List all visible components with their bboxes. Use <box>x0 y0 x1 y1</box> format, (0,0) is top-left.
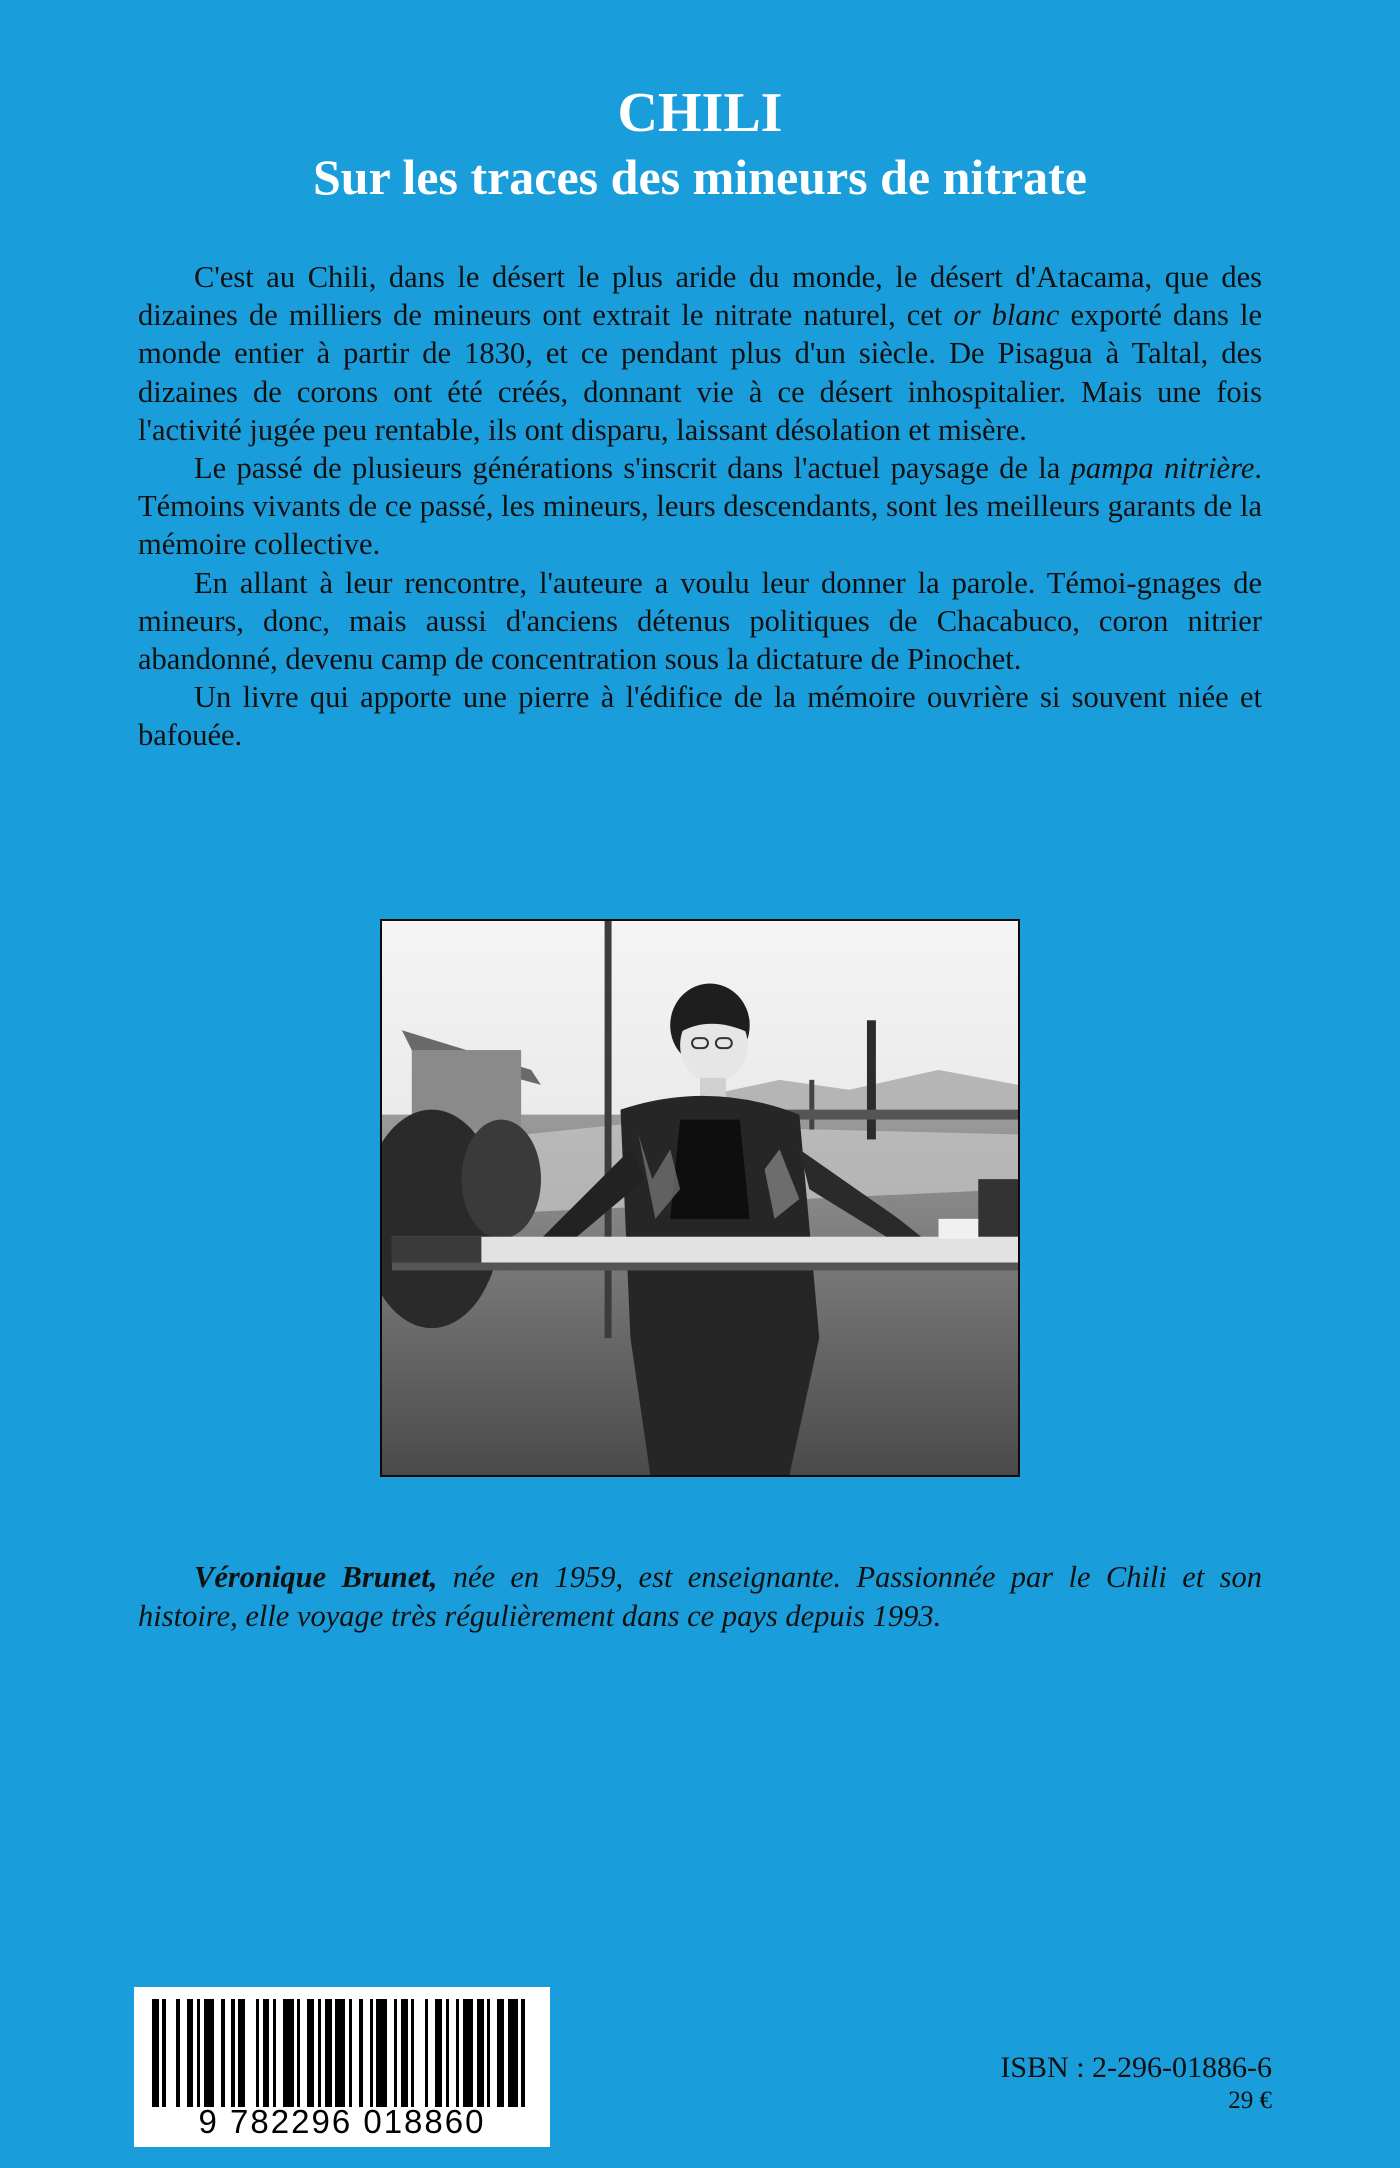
summary-text: . Témoins vivants de ce passé, les mineurs, leurs descendants, sont les meilleurs garants de la mémoire collective. <box>138 451 1262 562</box>
summary-emphasis: pampa nitrière <box>1070 451 1255 486</box>
barcode-bar <box>335 1999 345 2107</box>
barcode-bar <box>387 1999 394 2107</box>
book-summary <box>138 258 1262 755</box>
book-title: CHILI <box>617 82 783 144</box>
barcode-bar <box>225 1999 232 2107</box>
author-bio-text: née en 1959, est enseignante. Passionnée par le Chili et son histoire, elle voyage très régulièrement dans ce pays depuis 1993. <box>138 1560 1262 1633</box>
barcode-bar <box>152 1999 159 2107</box>
barcode-bar <box>245 1999 255 2107</box>
barcode-bar <box>214 1999 221 2107</box>
barcode-bar <box>414 1999 424 2107</box>
barcode-bar <box>490 1999 497 2107</box>
barcode-bar <box>283 1999 293 2107</box>
barcode-bar <box>435 1999 442 2107</box>
barcode-bar <box>352 1999 359 2107</box>
barcode-bar <box>307 1999 314 2107</box>
barcode-bars <box>152 1999 532 2107</box>
barcode-bar <box>376 1999 386 2107</box>
barcode-bar <box>508 1999 518 2107</box>
summary-text: Le passé de plusieurs générations s'inscrit dans l'actuel paysage de la <box>194 451 1071 486</box>
barcode-bar <box>525 1999 532 2107</box>
barcode-bar <box>463 1999 473 2107</box>
barcode-digits: 9 782296 018860 <box>198 2103 486 2140</box>
summary-paragraph-2 <box>138 449 1262 564</box>
summary-paragraph-3: En allant à leur rencontre, l'auteure a voulu leur donner la parole. Témoi-gnages de mineurs, donc, mais aussi d'anciens détenus politiques de Chacabuco, coron nitrier abandonné, devenu camp de concentration sous la dictature de Pinochet. <box>138 565 1262 677</box>
barcode-bar <box>166 1999 176 2107</box>
barcode-bar <box>401 1999 408 2107</box>
author-photo-image <box>382 921 1018 1475</box>
summary-paragraph-1 <box>138 258 1262 449</box>
barcode-bar <box>300 1999 307 2107</box>
barcode-bar <box>477 1999 484 2107</box>
barcode-bar <box>325 1999 332 2107</box>
book-subtitle: Sur les traces des mineurs de nitrate <box>313 149 1087 205</box>
barcode-bar <box>497 1999 504 2107</box>
barcode-bar <box>180 1999 187 2107</box>
author-name: Véronique Brunet, <box>194 1560 438 1594</box>
barcode-bar <box>187 1999 194 2107</box>
summary-paragraph-4: Un livre qui apporte une pierre à l'édifice de la mémoire ouvrière si souvent niée et bafouée. <box>138 680 1262 753</box>
barcode-bar <box>238 1999 245 2107</box>
summary-text: exporté dans le monde entier à partir de 1830, et ce pendant plus d'un siècle. De Pisagua à Taltal, des dizaines de corons ont été créés, donnant vie à ce désert inhospitalier. Mais une fois l'activité jugée peu rentable, ils ont disparu, laissant désolation et misère. <box>138 298 1263 447</box>
barcode-bar <box>204 1999 214 2107</box>
barcode-bar <box>363 1999 370 2107</box>
author-bio <box>138 1558 1262 1636</box>
barcode-bar <box>263 1999 270 2107</box>
price: 29 € <box>1228 2087 1272 2114</box>
barcode-bar <box>449 1999 456 2107</box>
isbn: ISBN : 2-296-01886-6 <box>1000 2051 1272 2084</box>
book-title-block <box>0 80 1400 208</box>
barcode-bar <box>276 1999 283 2107</box>
summary-text: C'est au Chili, dans le désert le plus aride du monde, le désert d'Atacama, que des dizaines de milliers de mineurs ont extrait le nitrate naturel, cet <box>138 260 1262 333</box>
summary-emphasis: or blanc <box>953 298 1060 333</box>
barcode <box>134 1987 550 2147</box>
barcode-bar <box>428 1999 435 2107</box>
author-bio-paragraph <box>138 1558 1262 1636</box>
author-photo <box>380 919 1020 1477</box>
